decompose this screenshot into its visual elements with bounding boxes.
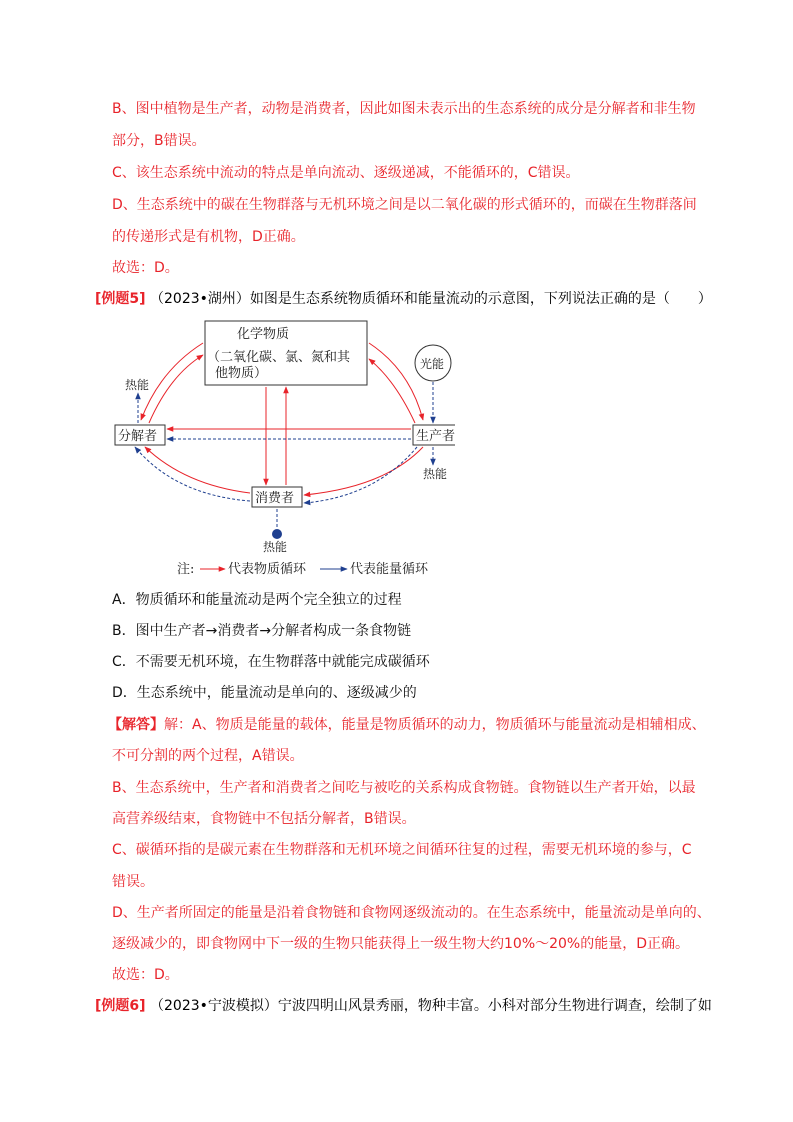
example5-heading	[95, 289, 712, 309]
legend-prefix: 注:	[177, 562, 195, 577]
example6-tag: [例题6]	[95, 998, 146, 1014]
example5-tag: [例题5]	[95, 291, 146, 307]
answer-tag: 【解答】	[108, 717, 164, 733]
heat-left-label: 热能	[125, 378, 150, 392]
example6-text: （2023•宁波模拟）宁波四明山风景秀丽，物种丰富。小科对部分生物进行调查，绘制了如	[150, 998, 712, 1014]
answer-line-7: D、生产者所固定的能量是沿着食物链和食物网逐级流动的。在生态系统中，能量流动是单向的、	[112, 905, 711, 921]
answer-choice: 故选：D。	[112, 260, 179, 276]
producer-label: 生产者	[416, 429, 455, 444]
ecosystem-diagram	[105, 315, 455, 585]
chemical-line1: （二氧化碳、氯、氮和其	[207, 350, 351, 365]
option-d: D．生态系统中，能量流动是单向的、逐级减少的	[112, 685, 417, 701]
consumer-label: 消费者	[255, 491, 295, 506]
answer-line-c: C、该生态系统中流动的特点是单向流动、逐级递减，不能循环的，C错误。	[112, 165, 580, 181]
answer-line-9: 故选：D。	[112, 967, 179, 983]
option-b: B．图中生产者→消费者→分解者构成一条食物链	[112, 623, 412, 639]
answer-line-d1: D、生态系统中的碳在生物群落与无机环境之间是以二氧化碳的形式循环的，而碳在生物群落间	[112, 197, 697, 213]
answer-line-2: 不可分割的两个过程，A错误。	[112, 748, 304, 764]
legend-energy-label: 代表能量循环	[350, 562, 429, 577]
heat-right-label: 热能	[423, 467, 448, 481]
answer-line-4: 高营养级结束，食物链中不包括分解者，B错误。	[112, 811, 416, 827]
answer-line-b1: B、图中植物是生产者，动物是消费者，因此如图未表示出的生态系统的成分是分解者和非生物	[112, 101, 696, 117]
example5-text: （2023•湖州）如图是生态系统物质循环和能量流动的示意图，下列说法正确的是（ ）	[150, 291, 712, 307]
answer-line-1	[108, 715, 706, 735]
legend-matter-label: 代表物质循环	[228, 562, 307, 577]
answer-line-3: B、生态系统中，生产者和消费者之间吃与被吃的关系构成食物链。食物链以生产者开始，以最	[112, 780, 696, 796]
answer-line-8: 逐级减少的，即食物网中下一级的生物只能获得上一级生物大约10%～20%的能量，D正确。	[112, 936, 690, 952]
chemical-line2: 他物质）	[215, 366, 268, 381]
option-a: A．物质循环和能量流动是两个完全独立的过程	[112, 592, 402, 608]
option-c: C．不需要无机环境，在生物群落中就能完成碳循环	[112, 654, 430, 670]
chemical-title: 化学物质	[237, 327, 290, 342]
answer-line-b2: 部分，B错误。	[112, 133, 206, 149]
answer-line-d2: 的传递形式是有机物，D正确。	[112, 229, 305, 245]
heat-dot	[272, 529, 282, 539]
decomposer-label: 分解者	[118, 429, 158, 444]
example6-heading	[95, 996, 712, 1016]
answer-line-1-text: 解：A、物质是能量的载体，能量是物质循环的动力，物质循环与能量流动是相辅相成、	[164, 717, 706, 733]
answer-line-6: 错误。	[112, 874, 154, 890]
answer-line-5: C、碳循环指的是碳元素在生物群落和无机环境之间循环往复的过程，需要无机环境的参与，C	[112, 842, 692, 858]
heat-bottom-label: 热能	[263, 540, 288, 554]
light-label: 光能	[420, 357, 445, 371]
